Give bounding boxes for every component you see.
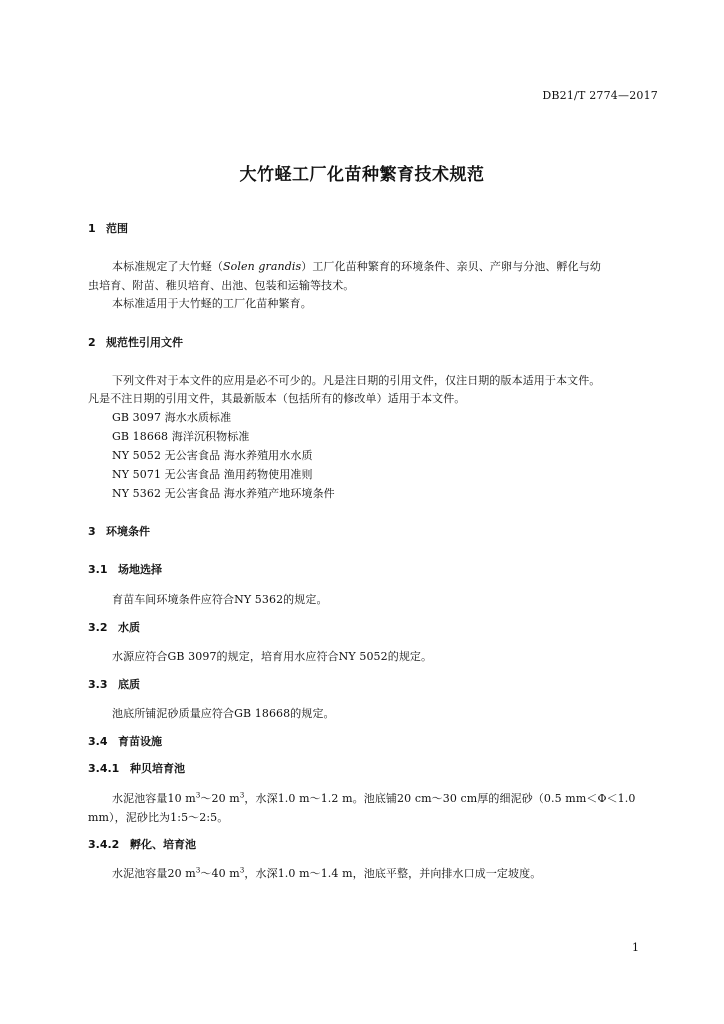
section-3-heading bbox=[88, 523, 150, 539]
paragraph: 下列文件对于本文件的应用是必不可少的。凡是注日期的引用文件，仅注日期的版本适用于本文件。 bbox=[112, 374, 601, 387]
subsection-number: 3.3 bbox=[88, 678, 108, 691]
text-run: 本标准规定了大竹蛏（ bbox=[112, 260, 223, 273]
text-run: ，水深1.0 m～1.4 m，池底平整，并向排水口成一定坡度。 bbox=[244, 867, 542, 880]
text-run: ～40 m bbox=[200, 867, 240, 880]
latin-name: Solen grandis bbox=[223, 260, 302, 273]
superscript: 3 bbox=[195, 791, 201, 800]
text-run: ，水深1.0 m～1.2 m。池底铺20 cm～30 cm厚的细泥砂（0.5 mm＜Φ＜1.0 bbox=[244, 792, 636, 805]
reference-item: NY 5071 无公害食品 渔用药物使用准则 bbox=[112, 468, 313, 481]
paragraph-line: mm），泥砂比为1:5～2:5。 bbox=[88, 811, 229, 824]
paragraph: 水源应符合GB 3097的规定，培育用水应符合NY 5052的规定。 bbox=[112, 650, 433, 663]
section-number: 3 bbox=[88, 525, 96, 538]
text-run: 水泥池容量20 m bbox=[112, 867, 196, 880]
superscript: 3 bbox=[195, 866, 201, 875]
reference-item: NY 5362 无公害食品 海水养殖产地环境条件 bbox=[112, 487, 335, 500]
subsection-number: 3.4.2 bbox=[88, 838, 120, 851]
document-title: 大竹蛏工厂化苗种繁育技术规范 bbox=[239, 165, 485, 185]
subsection-3-3-heading bbox=[88, 676, 140, 692]
subsection-number: 3.4 bbox=[88, 735, 108, 748]
subsection-3-2-heading bbox=[88, 619, 140, 635]
page-number: 1 bbox=[632, 941, 639, 954]
paragraph-line: 虫培育、附苗、稚贝培育、出池、包装和运输等技术。 bbox=[88, 279, 355, 292]
subsection-3-4-heading bbox=[88, 733, 162, 749]
subsection-title: 底质 bbox=[118, 678, 140, 691]
paragraph-line: 凡是不注日期的引用文件，其最新版本（包括所有的修改单）适用于本文件。 bbox=[88, 392, 466, 405]
text-run: 水泥池容量10 m bbox=[112, 792, 196, 805]
reference-item: NY 5052 无公害食品 海水养殖用水水质 bbox=[112, 449, 313, 462]
section-title: 范围 bbox=[106, 222, 128, 235]
subsection-3-4-2-heading bbox=[88, 836, 196, 852]
section-2-heading bbox=[88, 334, 183, 350]
reference-item: GB 3097 海水水质标准 bbox=[112, 411, 232, 424]
section-title: 环境条件 bbox=[106, 525, 150, 538]
document-code: DB21/T 2774—2017 bbox=[542, 89, 658, 102]
superscript: 3 bbox=[239, 791, 245, 800]
subsection-title: 场地选择 bbox=[118, 563, 162, 576]
paragraph bbox=[112, 790, 635, 806]
section-1-heading bbox=[88, 220, 128, 236]
subsection-number: 3.2 bbox=[88, 621, 108, 634]
subsection-3-4-1-heading bbox=[88, 760, 185, 776]
subsection-3-1-heading bbox=[88, 561, 162, 577]
paragraph: 本标准适用于大竹蛏的工厂化苗种繁育。 bbox=[112, 297, 312, 310]
section-number: 1 bbox=[88, 222, 96, 235]
reference-item: GB 18668 海洋沉积物标准 bbox=[112, 430, 250, 443]
subsection-number: 3.1 bbox=[88, 563, 108, 576]
section-number: 2 bbox=[88, 336, 96, 349]
subsection-title: 种贝培育池 bbox=[130, 762, 185, 775]
subsection-title: 孵化、培育池 bbox=[130, 838, 196, 851]
subsection-title: 水质 bbox=[118, 621, 140, 634]
paragraph: 池底所铺泥砂质量应符合GB 18668的规定。 bbox=[112, 707, 335, 720]
superscript: 3 bbox=[239, 866, 245, 875]
section-title: 规范性引用文件 bbox=[106, 336, 183, 349]
subsection-number: 3.4.1 bbox=[88, 762, 120, 775]
paragraph: 育苗车间环境条件应符合NY 5362的规定。 bbox=[112, 593, 328, 606]
subsection-title: 育苗设施 bbox=[118, 735, 162, 748]
text-run: ～20 m bbox=[200, 792, 240, 805]
paragraph bbox=[112, 258, 601, 274]
paragraph bbox=[112, 865, 541, 881]
text-run: ）工厂化苗种繁育的环境条件、亲贝、产卵与分池、孵化与幼 bbox=[301, 260, 601, 273]
